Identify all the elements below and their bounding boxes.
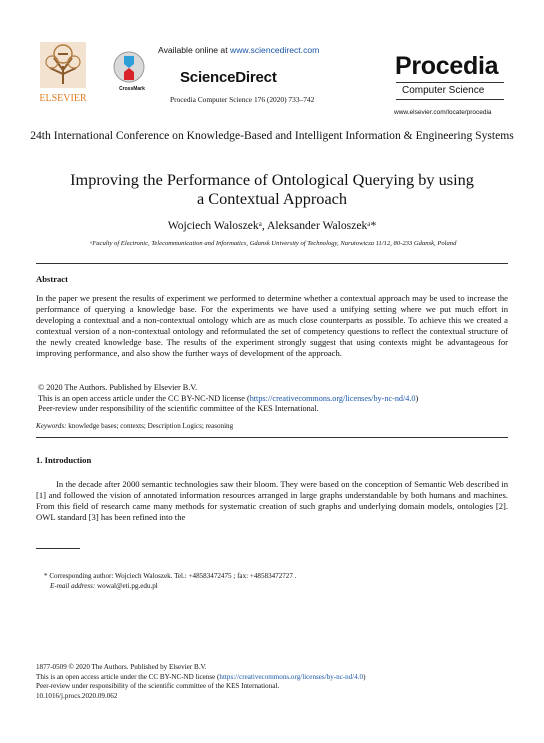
- peer-review-line: Peer-review under responsibility of the scientific committee of the KES International.: [38, 404, 319, 413]
- issn-line: 1877-0509 © 2020 The Authors. Published by Elsevier B.V.: [36, 663, 207, 671]
- abstract-heading: Abstract: [36, 274, 68, 284]
- introduction-heading: 1. Introduction: [36, 455, 92, 465]
- keywords-list: knowledge bases; contexts; Description Logics; reasoning: [66, 422, 234, 430]
- available-prefix: Available online at: [158, 45, 230, 55]
- email-line: [50, 582, 158, 592]
- doi-line[interactable]: 10.1016/j.procs.2020.09.062: [36, 691, 118, 700]
- open-access-line: [38, 394, 418, 405]
- email-address[interactable]: wowal@eti.pg.edu.pl: [95, 582, 158, 590]
- conference-name: 24th International Conference on Knowledge-Based and Intelligent Information & Engineering Systems: [30, 129, 514, 142]
- sciencedirect-link[interactable]: www.sciencedirect.com: [230, 45, 320, 55]
- oa-suffix: ): [415, 393, 419, 403]
- available-online-line: [158, 45, 319, 55]
- title-rule: [36, 263, 508, 264]
- journal-reference: Procedia Computer Science 176 (2020) 733–742: [170, 95, 315, 104]
- bottom-open-access-line: [36, 673, 365, 683]
- paper-title-line: Improving the Performance of Ontological Querying by using: [70, 170, 474, 189]
- bottom-oa-prefix: This is an open access article under the CC BY-NC-ND license (: [36, 672, 220, 681]
- affiliation: ᵃFaculty of Electronic, Telecommunication and Informatics, Gdansk University of Technology, Narutowicza 11/12, 80-233 Gdansk, Poland: [89, 240, 457, 247]
- copyright-line: © 2020 The Authors. Published by Elsevier B.V.: [38, 383, 198, 392]
- procedia-subtitle: Computer Science: [402, 85, 485, 96]
- email-label: E-mail address:: [50, 582, 96, 590]
- sciencedirect-brand: ScienceDirect: [180, 69, 277, 86]
- oa-prefix: This is an open access article under the CC BY-NC-ND license (: [38, 393, 250, 403]
- footnote-rule: [36, 548, 80, 549]
- keywords-label: Keywords:: [36, 422, 67, 430]
- corresponding-author: * Corresponding author: Wojciech Waloszek. Tel.: +48583472475 ; fax: +48583472727 .: [44, 572, 297, 580]
- bottom-oa-suffix: ): [363, 672, 366, 681]
- introduction-text: In the decade after 2000 semantic technologies saw their bloom. They were based on the conception of Semantic Web described in [1] and followed the vision of annotated information resources arranged in large graphs understandable by both humans and machines. From this field of research came many methods for systematic creation of such graphs and underlying domain models, ontologies [2]. OWL standard [3] has been refined into the: [36, 479, 508, 522]
- elsevier-tree-logo: [34, 40, 92, 104]
- abstract-text: In the paper we present the results of experiment we performed to determine whether a contextual approach may be used to increase the performance of querying a knowledge base. For the experiments we have used a unifying setting where we put much effort in developing a contextual and a non-contextual ontology which are as much close counterparts as possible. To achieve this we created a contextual version of a non-contextual ontology and reformulated the set of competency questions to reflect the contextual structure of the newly created knowledge base. The results of the experiment strongly suggest that using contexts might be advantageous for improving performance, and also show the further ways of development of the approach.: [36, 293, 508, 358]
- procedia-rule: [396, 82, 504, 83]
- license-link[interactable]: https://creativecommons.org/licenses/by-nc-nd/4.0: [249, 393, 416, 403]
- procedia-url[interactable]: www.elsevier.com/locate/procedia: [394, 109, 492, 116]
- bottom-peer-review-line: Peer-review under responsibility of the scientific committee of the KES International.: [36, 682, 280, 690]
- abstract-rule: [36, 437, 508, 438]
- procedia-title: Procedia: [395, 52, 499, 80]
- authors: Wojciech Waloszekᵃ, Aleksander Waloszekᵃ*: [167, 219, 377, 232]
- crossmark-label: CrossMark: [119, 86, 145, 92]
- crossmark-icon[interactable]: [112, 50, 146, 86]
- elsevier-wordmark: ELSEVIER: [39, 93, 87, 104]
- keywords-line: [36, 421, 233, 432]
- paper-title: [40, 170, 504, 208]
- procedia-rule: [396, 99, 504, 100]
- bottom-license-link[interactable]: https://creativecommons.org/licenses/by-nc-nd/4.0: [219, 672, 364, 681]
- paper-title-line: a Contextual Approach: [196, 189, 348, 208]
